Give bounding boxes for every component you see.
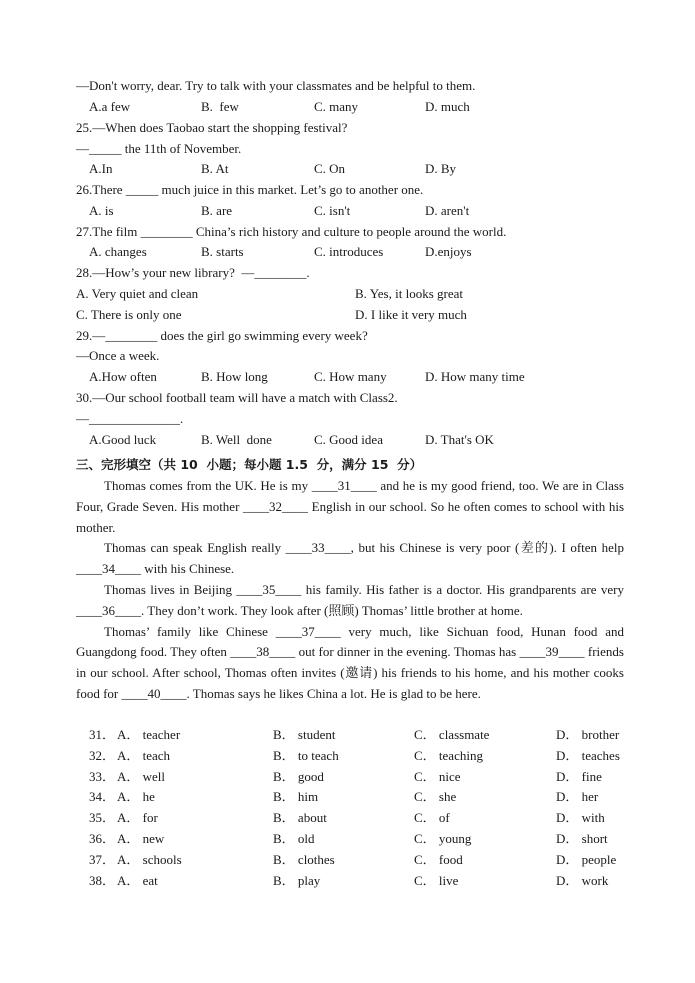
choice-c: C． live [414,872,459,888]
question-number: 34． [89,789,116,805]
option-row [0,369,695,385]
option-b: B. starts [201,244,244,259]
option-d: D. That's OK [425,432,494,447]
choice-c: C． food [414,851,463,867]
choice-a: A． for [117,810,158,826]
option-d: D. much [425,99,470,114]
answer-row [0,873,695,889]
question-line: 26.There _____ much juice in this market. Let’s go to another one. [76,182,424,197]
choice-d: D． people [556,851,617,867]
option-a: A.How often [89,369,157,384]
choice-c: C． young [414,831,472,846]
question-number: 37． [89,851,116,867]
choice-d: D． teaches [556,747,620,763]
question-line: 28.—How’s your new library? —________. [76,265,310,280]
option-a: A. is [89,203,114,218]
question-number: 38． [89,872,116,888]
question-line: —_____ the 11th of November. [76,141,242,156]
question-line: 30.—Our school football team will have a match with Class2. [76,390,398,405]
choice-b: B． him [273,789,319,805]
choice-b: B． good [273,768,324,784]
question-line: —Don't worry, dear. Try to talk with your classmates and be helpful to them. [76,78,476,93]
question-line: —______________. [76,411,184,426]
option-item: C. There is only one [76,307,182,322]
answer-row [0,748,695,764]
choice-c: C． teaching [414,747,483,763]
option-b: B. are [201,203,233,218]
question-number: 31． [89,727,116,742]
option-b: B. How long [201,369,268,384]
answer-row [0,789,695,805]
option-d: D. How many time [425,369,525,384]
answer-row [0,727,695,743]
choice-a: A． well [117,768,166,784]
passage-paragraph: Thomas can speak English really ____33____, but his Chinese is very poor (差的). I often help ____34____ with his Chinese. [76,540,624,577]
choice-c: C． of [414,810,450,826]
choice-b: B． to teach [273,747,339,763]
question-number: 35． [89,810,116,826]
option-c: C. Good idea [314,432,383,447]
choice-b: B． old [273,831,315,846]
choice-a: A． eat [117,872,158,888]
choice-b: B． about [273,810,327,826]
option-item: B. Yes, it looks great [355,286,463,301]
choice-a: A． schools [117,851,182,867]
option-row [0,161,695,177]
option-item: D. I like it very much [355,307,467,322]
passage-paragraph: Thomas’ family like Chinese ____37____ very much, like Sichuan food, Hunan food and Guangdong food. They often ____38____ out for dinner in the evening. Thomas has ____39____ friends in our school. After school, Thomas often invites (邀请) his friends to his home, and his mother cooks food for ____40____. Thomas says he likes China a lot. He is glad to be here. [76,623,624,701]
choice-c: C． nice [414,768,461,784]
option-item: A. Very quiet and clean [76,286,199,301]
choice-d: D． her [556,789,599,805]
option-c: C. many [314,99,359,114]
choice-b: B． clothes [273,851,335,867]
choice-d: D． work [556,872,609,888]
answer-row [0,769,695,785]
answer-row [0,810,695,826]
choice-a: A． he [117,789,155,805]
option-b: B. Well done [201,432,272,447]
choice-b: B． play [273,872,321,888]
option-c: C. On [314,161,346,176]
choice-d: D． brother [556,727,620,742]
cloze-passage [76,476,624,705]
choice-c: C． classmate [414,727,490,742]
choice-a: A． new [117,831,165,846]
choice-a: A． teacher [117,727,181,742]
option-d: D. aren't [425,203,470,218]
choice-a: A． teach [117,747,171,763]
option-a: A.a few [89,99,131,114]
section-title: 三、完形填空（共 10 小题；每小题 1.5 分，满分 15 分） [76,457,423,472]
option-row [0,286,695,302]
option-c: C. How many [314,369,387,384]
question-line: 25.—When does Taobao start the shopping festival? [76,120,348,135]
question-number: 32． [89,747,116,763]
option-row [0,99,695,115]
choice-d: D． with [556,810,605,826]
question-number: 33． [89,768,116,784]
option-c: C. introduces [314,244,384,259]
option-row [0,244,695,260]
choice-c: C． she [414,789,457,805]
option-d: D. By [425,161,457,176]
passage-paragraph: Thomas lives in Beijing ____35____ his family. His father is a doctor. His grandparents are very ____36____. They don’t work. They look after (照顾) Thomas’ little brother at home. [76,581,624,618]
choice-d: D． fine [556,768,602,784]
answer-row [0,831,695,847]
choice-b: B． student [273,727,336,742]
option-row [0,203,695,219]
option-c: C. isn't [314,203,351,218]
choice-d: D． short [556,831,608,846]
question-line: —Once a week. [76,348,160,363]
question-line: 27.The film ________ China’s rich history and culture to people around the world. [76,224,507,239]
option-a: A.In [89,161,113,176]
option-row [0,432,695,448]
option-b: B. At [201,161,229,176]
option-a: A. changes [89,244,147,259]
question-line: 29.—________ does the girl go swimming every week? [76,328,368,343]
option-row [0,307,695,323]
question-number: 36． [89,831,116,846]
option-a: A.Good luck [89,432,157,447]
option-b: B. few [201,99,239,114]
answer-row [0,852,695,868]
passage-paragraph: Thomas comes from the UK. He is my ____31____ and he is my good friend, too. We are in Class Four, Grade Seven. His mother ____32____ English in our school. So he often comes to school with his mother. [76,478,624,535]
option-d: D.enjoys [425,244,472,259]
